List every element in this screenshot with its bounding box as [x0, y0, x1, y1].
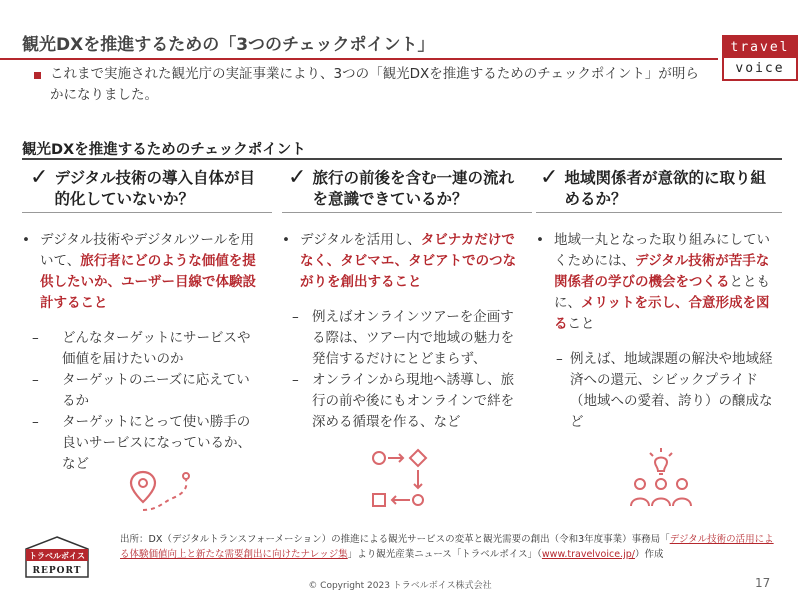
section-heading: 観光DXを推進するためのチェックポイント	[22, 142, 306, 158]
column-2-divider	[282, 212, 532, 213]
checkpoint-2-sub-2: オンラインから現地へ誘導し、旅行の前や後にもオンラインで絆を深める循環を作る、など	[312, 372, 515, 430]
checkpoint-2-body: • デジタルを活用し、タビナカだけでなく、タビマエ、タビアトでのつながりを創出すること – 例えばオンラインツアーを企画する際は、ツアー内で地域の魅力を発信するだけにとどまらず、 – オンラインから現地へ誘導し、旅行の前や後にもオンラインで絆を深める循環を作る、など	[282, 230, 522, 433]
checkpoint-1-sub-1: どんなターゲットにサービスや価値を届けたいのか	[62, 330, 251, 367]
source-prefix: 出所：DX（デジタルトランスフォーメーション）の推進による観光サービスの変革と観光需要の創出（令和3年度事業）事務局「	[120, 534, 670, 545]
checkpoint-3-bullet-highlight-2: メリットを示し、合意形成を図る	[554, 295, 770, 332]
checkpoint-1-body: • デジタル技術やデジタルツールを用いて、旅行者にどのような価値を提供したいか、ユーザー目線で体験設計すること – どんなターゲットにサービスや価値を届けたいのか – ターゲットのニーズに応えているか – ターゲットにとって使い勝手の良いサービスになっているか、など	[22, 230, 262, 475]
checkpoint-3-body: • 地域一丸となった取り組みにしていくためには、デジタル技術が苦手な関係者の学びの機会をつくるとともに、メリットを示し、合意形成を図ること – 例えば、地域課題の解決や地域経済への還元、シビックプライド（地域への愛着、誇り）の醸成など	[536, 230, 776, 433]
logo-top-text: travel	[724, 37, 796, 58]
checkpoint-3-bullet-text: 地域一丸となった取り組みにしていくためには、	[554, 232, 770, 269]
source-link-knowledge[interactable]: デジタル技術の活用による体験価値向上と新たな需要創出に向けたナレッジ集	[120, 534, 774, 560]
title-divider	[0, 58, 718, 60]
check-icon: ✓	[540, 165, 559, 190]
checkpoint-1-sub-2: ターゲットのニーズに応えているか	[62, 372, 250, 409]
map-route-icon	[128, 466, 198, 518]
check-icon: ✓	[30, 165, 49, 190]
logo-bottom-text: voice	[735, 61, 785, 76]
intro-bullet-icon	[34, 72, 41, 79]
report-logo-top-text: トラベルボイス	[29, 551, 85, 561]
checkpoint-3-bullet-highlight-1: デジタル技術が苦手な関係者の学びの機会をつくる	[554, 253, 770, 290]
checkpoint-2-title: 旅行の前後を含む一連の流れを意識できているか？	[312, 169, 514, 208]
source-suffix: ）作成	[634, 549, 664, 560]
checkpoint-3-heading	[540, 165, 780, 210]
checkpoint-1-sub-3: ターゲットにとって使い勝手の良いサービスになっているか、など	[62, 414, 251, 472]
source-middle: 」より観光産業ニュース「トラベルボイス」（	[347, 549, 542, 560]
checkpoint-3-bullet-text-2: とともに、	[554, 274, 770, 311]
team-idea-icon	[626, 446, 696, 510]
intro-text: これまで実施された観光庁の実証事業により、3つの「観光DXを推進するためのチェックポイント」が明らかになりました。	[50, 66, 699, 103]
footer-copyright: © Copyright 2023 トラベルボイス株式会社	[308, 581, 492, 591]
slide-title: 観光DXを推進するための「3つのチェックポイント」	[22, 35, 435, 55]
report-logo-bottom-text: REPORT	[32, 566, 82, 576]
checkpoint-1-bullet-highlight: 旅行者にどのような価値を提供したいか、ユーザー目線で体験設計すること	[40, 253, 256, 311]
process-cycle-icon	[370, 448, 432, 512]
travelvoice-logo	[722, 35, 798, 81]
checkpoint-2-bullet-text: デジタルを活用し、	[300, 232, 421, 248]
page-number: 17	[755, 576, 771, 590]
section-divider	[22, 158, 782, 160]
checkpoint-1-title: デジタル技術の導入自体が目的化していないか？	[54, 169, 256, 208]
checkpoint-2-sub-1: 例えばオンラインツアーを企画する際は、ツアー内で地域の魅力を発信するだけにとどまらず、	[312, 309, 515, 367]
checkpoint-3-bullet-text-3: こと	[567, 316, 595, 332]
checkpoint-3-sub-1: 例えば、地域課題の解決や地域経済への還元、シビックプライド（地域への愛着、誇り）の醸成など	[570, 351, 773, 430]
column-1-divider	[22, 212, 272, 213]
checkpoint-1-bullet-text: デジタル技術やデジタルツールを用いて、	[40, 232, 255, 269]
checkpoint-1-heading	[30, 165, 270, 210]
travelvoice-report-logo	[22, 535, 92, 579]
column-3-divider	[536, 212, 782, 213]
checkpoint-3-title: 地域関係者が意欲的に取り組めるか？	[564, 169, 766, 208]
checkpoint-2-heading	[288, 165, 528, 210]
check-icon: ✓	[288, 165, 307, 190]
checkpoint-2-bullet-highlight: タビナカだけでなく、タビマエ、タビアトでのつながりを創出すること	[300, 232, 517, 290]
source-link-travelvoice[interactable]: www.travelvoice.jp/	[541, 549, 635, 560]
